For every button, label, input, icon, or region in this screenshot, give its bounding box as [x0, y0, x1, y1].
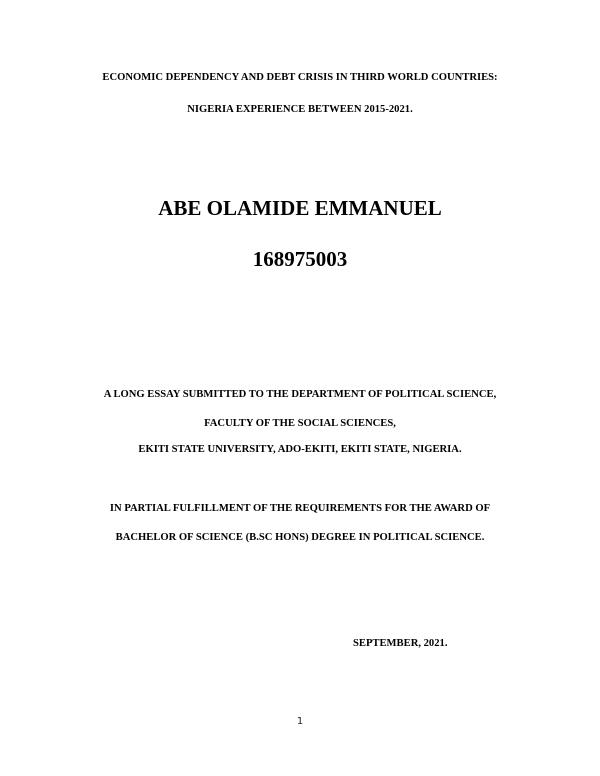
author-name: ABE OLAMIDE EMMANUEL — [158, 196, 442, 220]
submission-line-2: FACULTY OF THE SOCIAL SCIENCES, — [204, 418, 396, 429]
page-number: 1 — [296, 716, 304, 727]
fulfillment-line-1: IN PARTIAL FULFILLMENT OF THE REQUIREMENTS FOR THE AWARD OF — [109, 503, 491, 514]
submission-line-3: EKITI STATE UNIVERSITY, ADO-EKITI, EKITI STATE, NIGERIA. — [138, 444, 462, 455]
author-id: 168975003 — [252, 247, 348, 271]
submission-date: SEPTEMBER, 2021. — [353, 638, 448, 649]
submission-line-1: A LONG ESSAY SUBMITTED TO THE DEPARTMENT OF POLITICAL SCIENCE, — [103, 389, 497, 400]
title-line-2: NIGERIA EXPERIENCE BETWEEN 2015-2021. — [187, 104, 413, 115]
title-line-1: ECONOMIC DEPENDENCY AND DEBT CRISIS IN THIRD WORLD COUNTRIES: — [102, 72, 498, 83]
fulfillment-line-2: BACHELOR OF SCIENCE (B.SC HONS) DEGREE IN POLITICAL SCIENCE. — [115, 532, 485, 543]
